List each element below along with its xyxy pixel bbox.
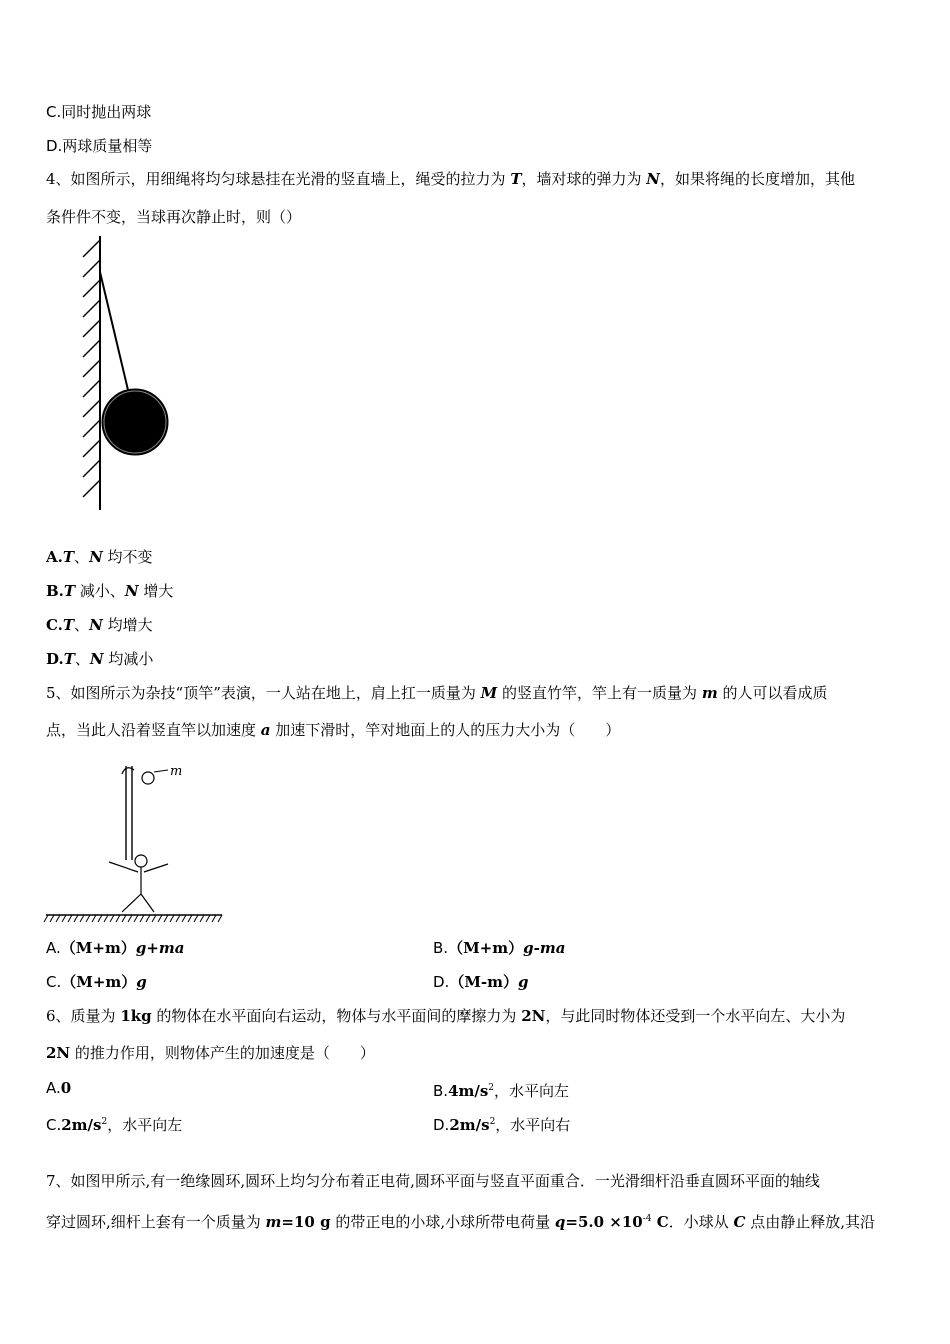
q5-figure-pole-acrobat xyxy=(44,758,224,926)
q5-option-a: A.（M+m）g+ma xyxy=(46,939,185,957)
q4-option-c: C.T、N 均增大 xyxy=(46,616,153,634)
q4-stem-line1: 4、如图所示，用细绳将均匀球悬挂在光滑的竖直墙上，绳受的拉力为 T，墙对球的弹力为 N，如果将绳的长度增加，其他 xyxy=(46,170,856,188)
q6-option-c: $C.2m/s^2$，水平向左 xyxy=(46,1116,183,1134)
q5-option-c: C.（M+m）g xyxy=(46,973,147,991)
q4-figure-wall-ball xyxy=(78,236,178,512)
q3-option-d: D.两球质量相等 xyxy=(46,137,153,155)
q5-option-b: B.（M+m）g-ma xyxy=(433,939,566,957)
q6-option-a: A.0 xyxy=(46,1079,72,1097)
q4-option-a: A.T、N 均不变 xyxy=(46,548,153,566)
q5-stem-line2: 点，当此人沿着竖直竿以加速度 a 加速下滑时，竿对地面上的人的压力大小为（ ） xyxy=(46,721,621,739)
q4-option-d: D.T、N 均减小 xyxy=(46,650,154,668)
q4-option-b: B.T 减小、N 增大 xyxy=(46,582,174,600)
q6-option-d: $D.2m/s^2$，水平向右 xyxy=(433,1116,571,1134)
q5-figure-label-m: m xyxy=(170,764,183,779)
q6-stem-line1: 6、质量为 1kg 的物体在水平面向右运动，物体与水平面间的摩擦力为 2N，与此同时物体还受到一个水平向左、大小为 xyxy=(46,1007,846,1025)
q7-stem-line2: 穿过圆环,细杆上套有一个质量为 m=10 g 的带正电的小球,小球所带电荷量 $q=5.0 \times 10^{-4}$ C．小球从 C 点由静止释放,其沿 xyxy=(46,1213,875,1231)
q6-option-b: $B.4m/s^2$，水平向左 xyxy=(433,1082,570,1100)
q4-stem-line2: 条件件不变，当球再次静止时，则（） xyxy=(46,208,302,226)
q6-stem-line2: 2N 的推力作用，则物体产生的加速度是（ ） xyxy=(46,1044,375,1062)
q5-stem-line1: 5、如图所示为杂技“顶竿”表演，一人站在地上，肩上扛一质量为 M 的竖直竹竿，竿上有一质量为 m 的人可以看成质 xyxy=(46,684,828,702)
q3-option-c: C.同时抛出两球 xyxy=(46,103,152,121)
q5-option-d: D.（M-m）g xyxy=(433,973,529,991)
q7-stem-line1: 7、如图甲所示,有一绝缘圆环,圆环上均匀分布着正电荷,圆环平面与竖直平面重合．一光滑细杆沿垂直圆环平面的轴线 xyxy=(46,1172,820,1190)
